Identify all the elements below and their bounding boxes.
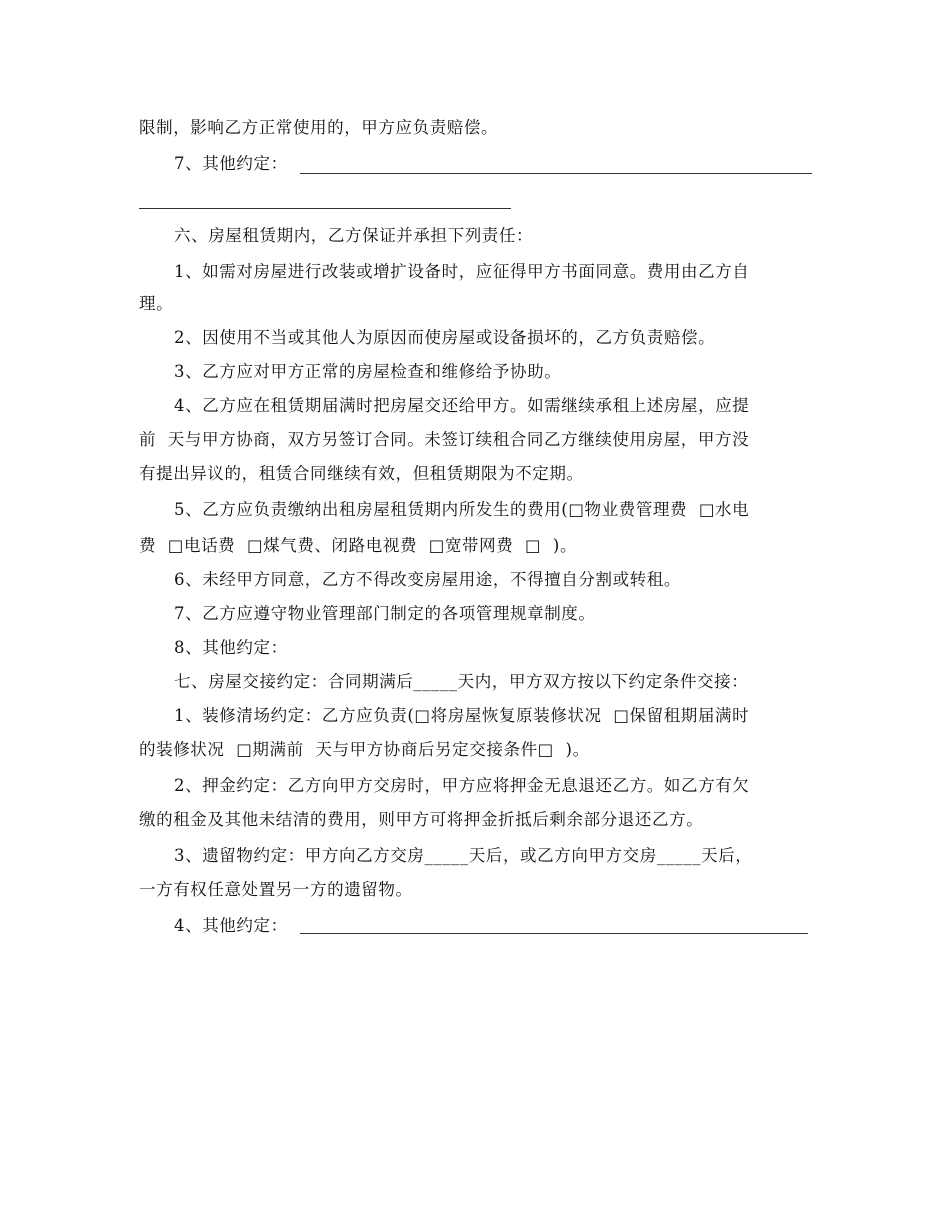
clause-6-2: 2、因使用不当或其他人为原因而使房屋或设备损坏的，乙方负责赔偿。 <box>174 328 716 347</box>
clause-6-4-line: 4、乙方应在租赁期届满时把房屋交还给甲方。如需继续承租上述房屋，应提 <box>174 396 750 415</box>
clause-6-1-line: 1、如需对房屋进行改装或增扩设备时，应征得甲方书面同意。费用由乙方自 <box>174 262 750 281</box>
clause-7-1-line: 的装修状况 □期满前 天与甲方协商后另定交接条件□ )。 <box>139 740 590 759</box>
other-agreement-5-label: 7、其他约定： <box>174 154 288 173</box>
clause-7-3-line: 3、遗留物约定：甲方向乙方交房_____天后，或乙方向甲方交房_____天后， <box>174 846 753 865</box>
clause-7-4-label: 4、其他约定： <box>174 916 288 935</box>
clause-6-6: 6、未经甲方同意，乙方不得改变房屋用途，不得擅自分割或转租。 <box>174 570 681 589</box>
clause-6-8: 8、其他约定： <box>174 638 288 657</box>
clause-7-3-line: 一方有权任意处置另一方的遗留物。 <box>139 880 413 899</box>
clause-6-7: 7、乙方应遵守物业管理部门制定的各项管理规章制度。 <box>174 604 596 623</box>
clause-7-2-line: 缴的租金及其他未结清的费用，则甲方可将押金折抵后剩余部分退还乙方。 <box>139 810 704 829</box>
clause-6-4-line: 有提出异议的，租赁合同继续有效，但租赁期限为不定期。 <box>139 464 584 483</box>
paragraph-line: 限制，影响乙方正常使用的，甲方应负责赔偿。 <box>139 118 499 137</box>
clause-6-1-line: 理。 <box>139 294 174 313</box>
fill-in-blank-line <box>139 208 511 209</box>
section-7-heading: 七、房屋交接约定：合同期满后_____天内，甲方双方按以下约定条件交接： <box>174 672 749 691</box>
clause-6-4-line: 前 天与甲方协商，双方另签订合同。未签订续租合同乙方继续使用房屋，甲方没 <box>139 430 750 449</box>
clause-6-5-line: 费 □电话费 □煤气费、闭路电视费 □宽带网费 □ )。 <box>139 536 578 555</box>
clause-6-3: 3、乙方应对甲方正常的房屋检查和维修给予协助。 <box>174 362 562 381</box>
fill-in-blank-line <box>300 173 812 174</box>
clause-7-2-line: 2、押金约定：乙方向甲方交房时，甲方应将押金无息退还乙方。如乙方有欠 <box>174 776 750 795</box>
fill-in-blank-line <box>300 933 808 934</box>
section-6-heading: 六、房屋租赁期内，乙方保证并承担下列责任： <box>174 226 534 245</box>
clause-7-1-line: 1、装修清场约定：乙方应负责(□将房屋恢复原装修状况 □保留租期届满时 <box>174 706 750 725</box>
clause-6-5-line: 5、乙方应负责缴纳出租房屋租赁期内所发生的费用(□物业费管理费 □水电 <box>174 500 750 519</box>
